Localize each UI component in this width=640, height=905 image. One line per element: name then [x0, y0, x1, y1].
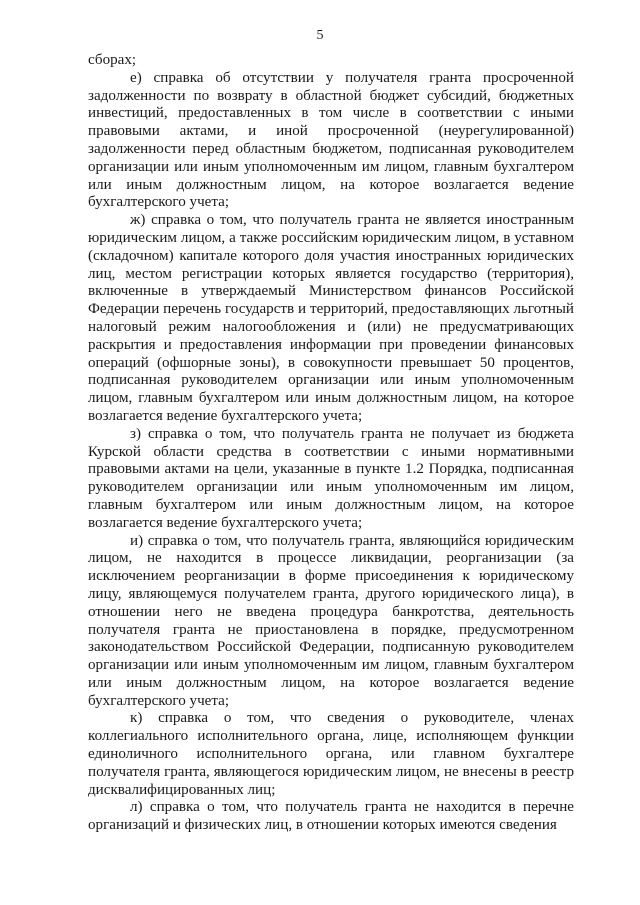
paragraph-item-i: и) справка о том, что получатель гранта, являющийся юридическим лицом, не находится в процессе ликвидации, реорганизации (за исключением реорганизации в форме присоединения к юридическому лицу, являющемуся получателем гранта, другого юридического лица), в отношении него не введена процедура банкротства, деятельность получателя гранта не приостановлена в порядке, предусмотренном законодательством Российской Федерации, подписанную руководителем организации или иным уполномоченным им лицом, главным бухгалтером или иным должностным лицом, на которое возлагается ведение бухгалтерского учета; — [88, 532, 574, 709]
paragraph-item-zh: ж) справка о том, что получатель гранта не является иностранным юридическим лицом, а также российским юридическим лицом, в уставном (складочном) капитале которого доля участия иностранных юридических лиц, местом регистрации которых является государство (территория), включенные в утверждаемый Министерством финансов Российской Федерации перечень государств и территорий, предоставляющих льготный налоговый режим налогообложения и (или) не предусматривающих раскрытия и предоставления информации при проведении финансовых операций (офшорные зоны), в совокупности превышает 50 процентов, подписанная руководителем организации или иным уполномоченным лицом, главным бухгалтером или иным должностным лицом, на которое возлагается ведение бухгалтерского учета; — [88, 212, 574, 424]
paragraph-item-e: е) справка об отсутствии у получателя гранта просроченной задолженности по возврату в областной бюджет субсидий, бюджетных инвестиций, предоставленных в том числе в соответствии с иными правовыми актами, и иной просроченной (неурегулированной) задолженности перед областным бюджетом, подписанная руководителем организации или иным уполномоченным им лицом, главным бухгалтером или иным должностным лицом, на которое возлагается ведение бухгалтерского учета; — [88, 69, 574, 211]
paragraph-item-z: з) справка о том, что получатель гранта не получает из бюджета Курской области средства в соответствии с иными нормативными правовыми актами на цели, указанные в пункте 1.2 Порядка, подписанная руководителем организации или иным уполномоченным им лицом, главным бухгалтером или иным должностным лицом, на которое возлагается ведение бухгалтерского учета; — [88, 425, 574, 531]
paragraph-item-k: к) справка о том, что сведения о руководителе, членах коллегиального исполнительного органа, лице, исполняющем функции единоличного исполнительного органа, или главном бухгалтере получателя гранта, являющегося юридическим лицом, не внесены в реестр дисквалифицированных лиц; — [88, 710, 574, 798]
paragraph-continuation: сборах; — [88, 52, 137, 68]
page-number: 5 — [316, 28, 324, 43]
paragraph-item-l: л) справка о том, что получатель гранта не находится в перечне организаций и физических лиц, в отношении которых имеются сведения — [88, 799, 574, 834]
document-body — [88, 52, 574, 835]
